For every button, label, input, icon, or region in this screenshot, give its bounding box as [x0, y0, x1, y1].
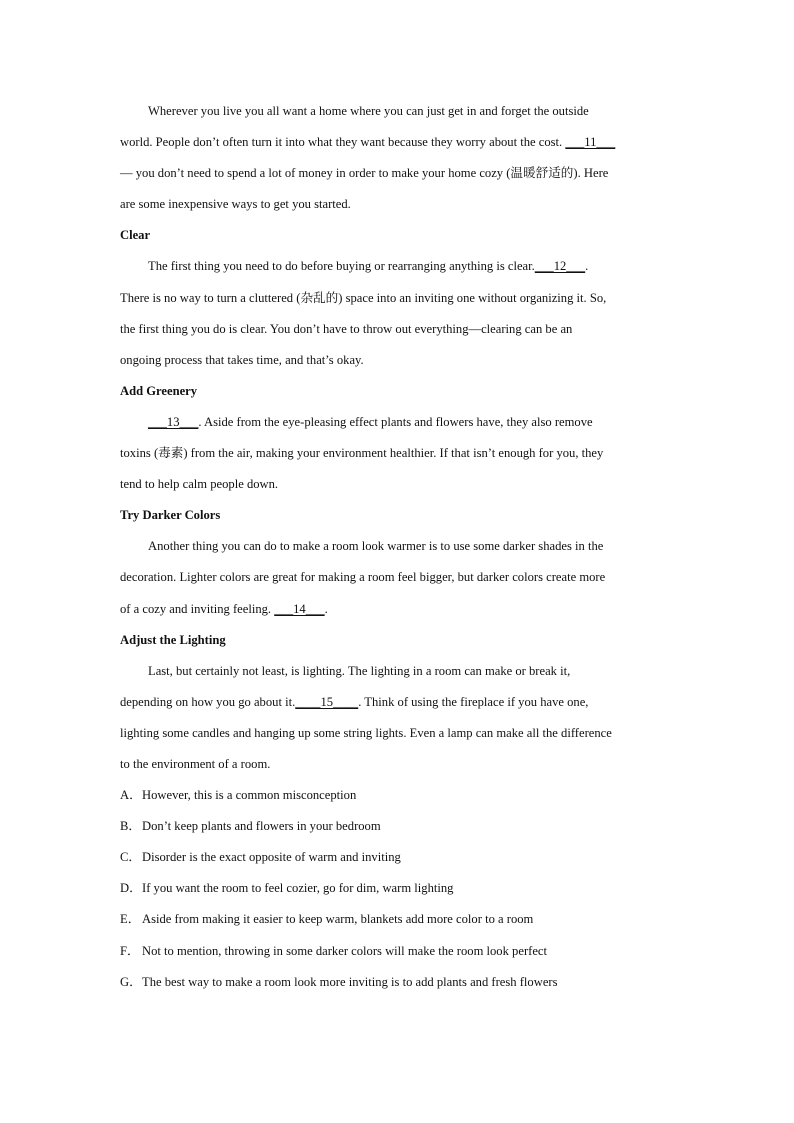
paragraph-intro-line-1	[120, 96, 675, 127]
paragraph-clear-line-2	[120, 283, 675, 314]
text-span: lighting some candles and hanging up some string lights. Even a lamp can make all the difference	[120, 725, 612, 740]
option-e	[120, 904, 675, 935]
option-a	[120, 780, 675, 811]
option-letter: G．	[120, 974, 142, 989]
document-page	[120, 96, 675, 998]
paragraph-intro-line-4	[120, 189, 675, 220]
text-span: . Think of using the fireplace if you have one,	[358, 694, 589, 709]
text-span: Wherever you live you all want a home where you can just get in and forget the outside	[148, 104, 589, 118]
option-letter: A．	[120, 788, 142, 803]
text-span: .	[324, 601, 328, 616]
section-heading-darker-colors: Try Darker Colors	[120, 508, 221, 523]
paragraph-greenery-line-2	[120, 438, 675, 469]
text-span: .	[585, 259, 589, 274]
text-span: . Aside from the eye-pleasing effect plants and flowers have, they also remove	[198, 414, 593, 429]
paragraph-greenery-line-1	[120, 407, 675, 438]
text-span: decoration. Lighter colors are great for making a room feel bigger, but darker colors create more	[120, 570, 606, 585]
option-text: The best way to make a room look more inviting is to add plants and fresh flowers	[142, 974, 558, 989]
text-span: depending on how you go about it.	[120, 694, 296, 709]
option-text: Disorder is the exact opposite of warm and inviting	[142, 850, 401, 865]
option-g	[120, 967, 675, 998]
option-d	[120, 873, 675, 904]
text-span: to the environment of a room.	[120, 756, 271, 771]
blank-14: ___14___	[274, 601, 325, 616]
option-text: Not to mention, throwing in some darker colors will make the room look perfect	[142, 943, 548, 958]
paragraph-clear-line-4	[120, 345, 675, 376]
text-span: ongoing process that takes time, and that’s okay.	[120, 352, 364, 367]
text-span: The first thing you need to do before buying or rearranging anything is clear.	[148, 259, 535, 274]
paragraph-colors-line-2	[120, 562, 675, 593]
option-c	[120, 842, 675, 873]
text-span: Another thing you can do to make a room look warmer is to use some darker shades in the	[148, 539, 604, 554]
paragraph-lighting-line-4	[120, 749, 675, 780]
text-span: world. People don’t often turn it into what they want because they worry about the cost.	[120, 135, 563, 150]
paragraph-lighting-line-2	[120, 687, 675, 718]
text-span: toxins (毒素) from the air, making your environment healthier. If that isn’t enough for you, they	[120, 446, 604, 461]
option-letter: C．	[120, 850, 141, 865]
paragraph-colors-line-3	[120, 594, 675, 625]
section-heading-add-greenery: Add Greenery	[120, 383, 198, 398]
option-letter: E．	[120, 912, 141, 927]
paragraph-lighting-line-1	[120, 656, 675, 687]
option-letter: D．	[120, 881, 142, 896]
text-span: There is no way to turn a cluttered (杂乱的) space into an inviting one without organizing it. So,	[120, 290, 607, 305]
option-letter: F．	[120, 943, 140, 958]
blank-13: ___13___	[148, 414, 199, 429]
option-text: Aside from making it easier to keep warm, blankets add more color to a room	[142, 912, 534, 927]
paragraph-clear-line-3	[120, 314, 675, 345]
section-heading-clear: Clear	[120, 228, 151, 243]
text-span: are some inexpensive ways to get you started.	[120, 197, 351, 212]
option-text: If you want the room to feel cozier, go for dim, warm lighting	[142, 881, 454, 896]
option-f	[120, 936, 675, 967]
paragraph-colors-line-1	[120, 531, 675, 562]
text-span: — you don’t need to spend a lot of money in order to make your home cozy (温暖舒适的). Here	[120, 166, 609, 181]
blank-15: ____15____	[295, 694, 359, 709]
paragraph-intro-line-3	[120, 158, 675, 189]
paragraph-intro-line-2	[120, 127, 675, 158]
paragraph-lighting-line-3	[120, 718, 675, 749]
blank-11: ___11___	[565, 135, 616, 150]
text-span: tend to help calm people down.	[120, 477, 279, 492]
section-heading-lighting: Adjust the Lighting	[120, 632, 226, 647]
option-letter: B．	[120, 819, 141, 834]
blank-12: ___12___	[534, 259, 586, 274]
text-span: Last, but certainly not least, is lighting. The lighting in a room can make or break it,	[148, 663, 571, 678]
text-span: of a cozy and inviting feeling.	[120, 601, 272, 616]
paragraph-greenery-line-3	[120, 469, 675, 500]
option-b	[120, 811, 675, 842]
paragraph-clear-line-1	[120, 251, 675, 282]
option-text: Don’t keep plants and flowers in your bedroom	[142, 819, 381, 834]
text-span: the first thing you do is clear. You don’t have to throw out everything—clearing can be an	[120, 321, 573, 336]
option-text: However, this is a common misconception	[142, 788, 357, 803]
